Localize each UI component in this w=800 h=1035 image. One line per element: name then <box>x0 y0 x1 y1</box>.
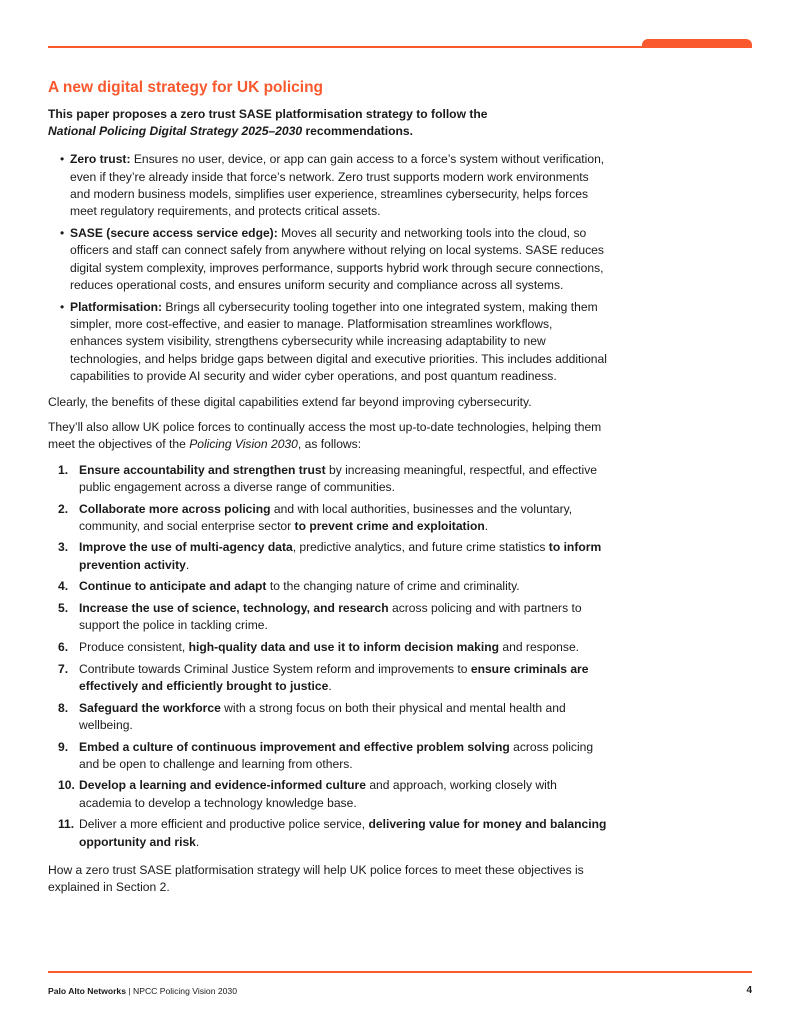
objective-number: 11. <box>58 817 75 832</box>
objective-bold: Continue to anticipate and adapt <box>79 579 267 594</box>
objective-bold-2: to prevent crime and exploitation <box>294 518 485 533</box>
list-item-text: Brings all cybersecurity tooling together into one integrated system, making them simpler, more cost-effective, and easier to manage. Platformisation streamlines workflows, enhances system visibility, strengthens cybersecurity while increasing adaptability to new technologies, and helps bridge gaps between digital and executive priorities. This includes additional capabilities to provide AI security and wider cyber operations, and post quantum readiness. <box>70 300 607 383</box>
objective-item <box>58 578 608 595</box>
bullet-icon: • <box>60 300 65 315</box>
objective-item <box>58 739 608 773</box>
objectives-list <box>58 462 608 851</box>
objective-number: 3. <box>58 540 69 555</box>
capabilities-list <box>60 151 608 385</box>
objective-number: 10. <box>58 778 75 793</box>
objective-text-2: . <box>328 678 332 693</box>
objective-text: and with local authorities, businesses and the voluntary, community, and social enterprise sector <box>79 501 573 533</box>
section-heading: A new digital strategy for UK policing <box>48 79 324 96</box>
objective-item <box>58 639 608 656</box>
objective-bold: Develop a learning and evidence-informed culture <box>79 778 366 793</box>
objective-text: by increasing meaningful, respectful, and effective public engagement across a diverse range of communities. <box>79 462 597 494</box>
header-tab-decoration <box>642 39 752 48</box>
objective-text-2: . <box>185 557 190 572</box>
objective-bold: Embed a culture of continuous improvement and effective problem solving <box>79 739 510 754</box>
objective-text-2: . <box>484 518 489 533</box>
footer <box>48 986 237 996</box>
objective-bold-2: delivering value for money and balancing opportunity and risk <box>79 817 607 849</box>
bullet-icon: • <box>60 226 65 241</box>
footer-document-title: NPCC Policing Vision 2030 <box>133 986 237 996</box>
objective-text: Contribute towards Criminal Justice System reform and improvements to <box>79 661 471 676</box>
objective-bold: Ensure accountability and strengthen trust <box>79 462 326 477</box>
objective-text: across policing and with partners to support the police in tackling crime. <box>79 601 582 633</box>
objective-text-2: and response. <box>499 639 580 654</box>
list-item-term: Zero trust: <box>70 152 131 167</box>
objective-number: 9. <box>58 739 69 754</box>
objective-text: and approach, working closely with academia to develop a technology knowledge base. <box>79 778 557 810</box>
objective-bold-2: ensure criminals are effectively and efficiently brought to justice <box>79 661 589 693</box>
objective-item <box>58 777 608 811</box>
objective-text: with a strong focus on both their physical and mental health and wellbeing. <box>79 700 566 732</box>
bullet-icon: • <box>60 152 65 167</box>
objective-text-2: . <box>195 834 200 849</box>
objective-text: across policing and be open to challenge and learning from others. <box>79 739 594 771</box>
intro-paragraph <box>48 106 608 140</box>
footer-company: Palo Alto Networks <box>48 986 126 996</box>
objective-bold: Increase the use of science, technology, and research <box>79 601 389 616</box>
objective-bold: Collaborate more across policing <box>79 501 271 516</box>
list-item-text: Moves all security and networking tools into the cloud, so officers and staff can connect safely from anywhere without relying on local systems. SASE reduces digital system complexity, improves performance, supports hybrid work through secure connections, reduces operational costs, and ensures uniform security and compliance across all systems. <box>70 226 604 292</box>
objective-number: 6. <box>58 639 69 654</box>
objective-item <box>58 501 608 535</box>
objective-item <box>58 539 608 573</box>
intro-line: This paper proposes a zero trust SASE platformisation strategy to follow the <box>48 107 488 121</box>
list-item-text: Ensures no user, device, or app can gain access to a force’s system without verification, even if they’re already inside that force’s network. Zero trust supports modern work environments and modern business models, simplifies user experience, streamlines cybersecurity, helps forces meet regulatory requirements, and protects critical assets. <box>70 152 605 219</box>
objectives-intro-text: They’ll also allow UK police forces to continually access the most up-to-date technologies, helping them meet the objectives of the <box>48 420 602 452</box>
list-item <box>60 225 608 294</box>
objective-number: 7. <box>58 661 69 676</box>
objective-text: Produce consistent, <box>79 639 189 654</box>
benefits-paragraph: Clearly, the benefits of these digital capabilities extend far beyond improving cybersecurity. <box>48 395 532 410</box>
objective-number: 8. <box>58 700 69 715</box>
objectives-intro-paragraph <box>48 419 608 453</box>
objective-bold: Safeguard the workforce <box>79 700 221 715</box>
list-item-term: SASE (secure access service edge): <box>70 226 278 241</box>
objective-text: , predictive analytics, and future crime statistics <box>292 540 549 555</box>
objective-bold: Improve the use of multi-agency data <box>79 540 293 555</box>
list-item <box>60 151 608 220</box>
footer-rule <box>48 971 752 973</box>
closing-paragraph: How a zero trust SASE platformisation strategy will help UK police forces to meet these objectives is explained in Section 2. <box>48 862 584 894</box>
list-item <box>60 299 608 385</box>
page-content <box>48 78 608 904</box>
objective-text: Deliver a more efficient and productive police service, <box>79 817 369 832</box>
objectives-intro-tail: , as follows: <box>297 437 362 452</box>
objective-number: 2. <box>58 501 69 516</box>
objective-item <box>58 462 608 496</box>
objective-bold-2: high-quality data and use it to inform decision making <box>188 639 500 654</box>
objective-item <box>58 700 608 734</box>
objective-number: 4. <box>58 579 69 594</box>
objective-item <box>58 816 608 850</box>
intro-italic-title: National Policing Digital Strategy 2025–2030 <box>48 124 303 139</box>
objective-item <box>58 600 608 634</box>
footer-separator: | <box>126 986 134 996</box>
objective-text: to the changing nature of crime and criminality. <box>266 579 520 594</box>
objective-bold-2: to inform prevention activity <box>79 540 602 572</box>
objectives-intro-italic: Policing Vision 2030 <box>189 437 298 452</box>
page-number: 4 <box>746 985 752 996</box>
objective-number: 1. <box>58 462 69 477</box>
objective-item <box>58 661 608 695</box>
objective-number: 5. <box>58 601 69 616</box>
intro-tail: recommendations. <box>302 124 413 139</box>
list-item-term: Platformisation: <box>70 300 163 315</box>
